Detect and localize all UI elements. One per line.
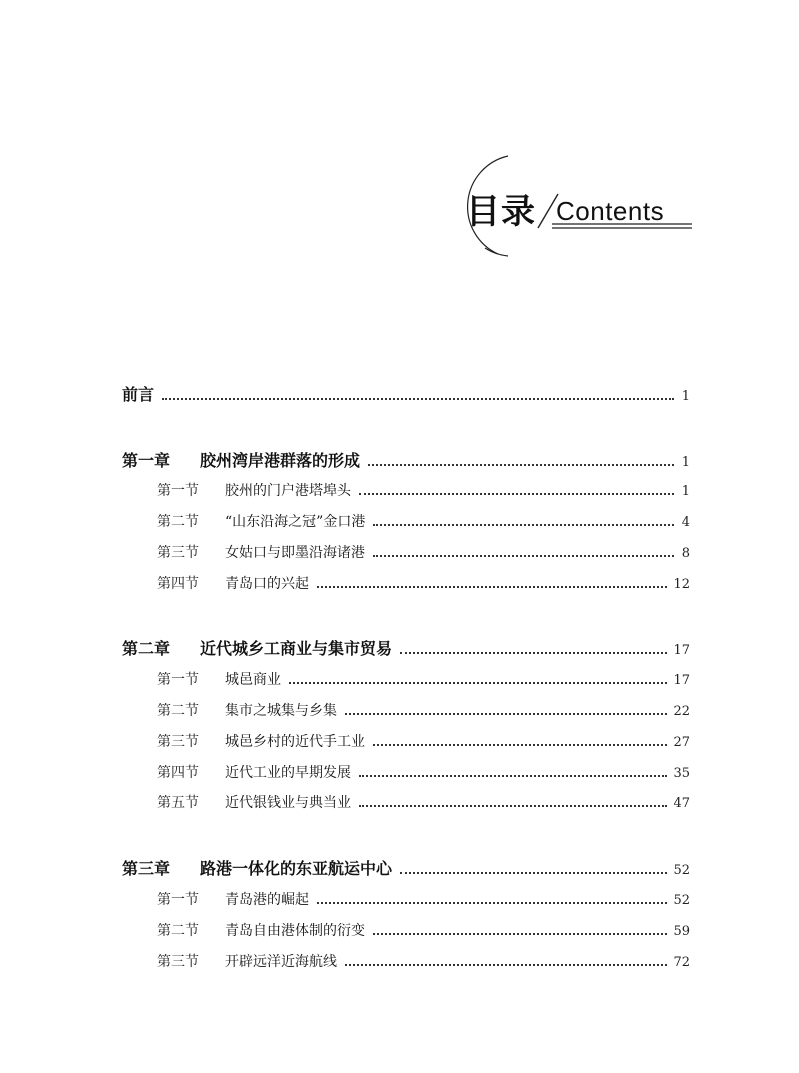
- leader-dots: [373, 744, 667, 746]
- page-number: 52: [673, 893, 690, 908]
- section-number: 第一节: [157, 892, 199, 908]
- chapter-title: 胶州湾岸港群落的形成: [200, 451, 361, 470]
- leader-dots: [373, 524, 674, 526]
- leader-dots: [400, 652, 667, 654]
- leader-dots: [345, 964, 667, 966]
- page-number: 1: [681, 389, 690, 404]
- page-number: 47: [673, 796, 690, 811]
- section-number: 第二节: [157, 514, 199, 530]
- page-number: 4: [681, 515, 690, 530]
- section-number: 第三节: [157, 734, 199, 750]
- leader-dots: [289, 682, 667, 684]
- section-title: 青岛口的兴起: [225, 576, 309, 592]
- chapter-number: 第一章: [122, 451, 171, 470]
- page-number: 27: [673, 735, 690, 750]
- toc-section[interactable]: [157, 762, 690, 782]
- page-number: 1: [681, 484, 690, 499]
- leader-dots: [400, 872, 667, 874]
- preface-title: 前言: [122, 385, 155, 404]
- leader-dots: [162, 398, 674, 400]
- section-number: 第一节: [157, 483, 199, 499]
- section-number: 第五节: [157, 795, 199, 811]
- chapter-number: 第二章: [122, 639, 171, 658]
- section-number: 第二节: [157, 703, 199, 719]
- toc-section[interactable]: [157, 573, 690, 593]
- leader-dots: [373, 555, 674, 557]
- toc-section[interactable]: [157, 511, 690, 531]
- section-title: 近代工业的早期发展: [225, 765, 351, 781]
- page-number: 1: [681, 455, 690, 470]
- section-title: 青岛港的崛起: [225, 892, 309, 908]
- page-number: 72: [673, 955, 690, 970]
- page-number: 12: [673, 577, 690, 592]
- section-number: 第三节: [157, 545, 199, 561]
- page-number: 52: [673, 863, 690, 878]
- toc-section[interactable]: [157, 951, 690, 971]
- section-number: 第三节: [157, 954, 199, 970]
- page-number: 59: [673, 924, 690, 939]
- toc-header: [440, 150, 700, 260]
- page-number: 35: [673, 766, 690, 781]
- chapter-title: 路港一体化的东亚航运中心: [200, 859, 393, 878]
- leader-dots: [359, 493, 674, 495]
- leader-dots: [345, 713, 667, 715]
- section-title: 青岛自由港体制的衍变: [225, 923, 365, 939]
- toc-chapter-3[interactable]: [122, 856, 690, 879]
- section-title: 开辟远洋近海航线: [225, 954, 337, 970]
- toc-section[interactable]: [157, 792, 690, 812]
- leader-dots: [359, 775, 667, 777]
- page-number: 17: [673, 673, 690, 688]
- section-number: 第一节: [157, 672, 199, 688]
- leader-dots: [373, 933, 667, 935]
- toc-section[interactable]: [157, 480, 690, 500]
- section-title: 城邑商业: [225, 672, 281, 688]
- toc-section[interactable]: [157, 542, 690, 562]
- section-number: 第四节: [157, 576, 199, 592]
- toc-section[interactable]: [157, 731, 690, 751]
- leader-dots: [317, 586, 667, 588]
- chapter-title: 近代城乡工商业与集市贸易: [200, 639, 393, 658]
- page-number: 17: [673, 643, 690, 658]
- section-title: 近代银钱业与典当业: [225, 795, 351, 811]
- section-number: 第二节: [157, 923, 199, 939]
- section-title: “山东沿海之冠”金口港: [225, 514, 366, 530]
- section-title: 集市之城集与乡集: [225, 703, 337, 719]
- section-title: 胶州的门户港塔埠头: [225, 483, 351, 499]
- toc-preface[interactable]: [122, 382, 690, 405]
- page-number: 22: [673, 704, 690, 719]
- leader-dots: [359, 805, 667, 807]
- section-title: 城邑乡村的近代手工业: [225, 734, 365, 750]
- leader-dots: [317, 902, 667, 904]
- leader-dots: [368, 464, 674, 466]
- toc-chapter-2[interactable]: [122, 636, 690, 659]
- chapter-number: 第三章: [122, 859, 171, 878]
- section-number: 第四节: [157, 765, 199, 781]
- section-title: 女姑口与即墨沿海诸港: [225, 545, 365, 561]
- page-number: 8: [681, 546, 690, 561]
- toc-section[interactable]: [157, 920, 690, 940]
- toc-section[interactable]: [157, 669, 690, 689]
- toc-section[interactable]: [157, 700, 690, 720]
- toc-chapter-1[interactable]: [122, 448, 690, 471]
- toc-section[interactable]: [157, 889, 690, 909]
- title-english: Contents: [556, 196, 665, 226]
- title-chinese: 目录: [466, 192, 536, 232]
